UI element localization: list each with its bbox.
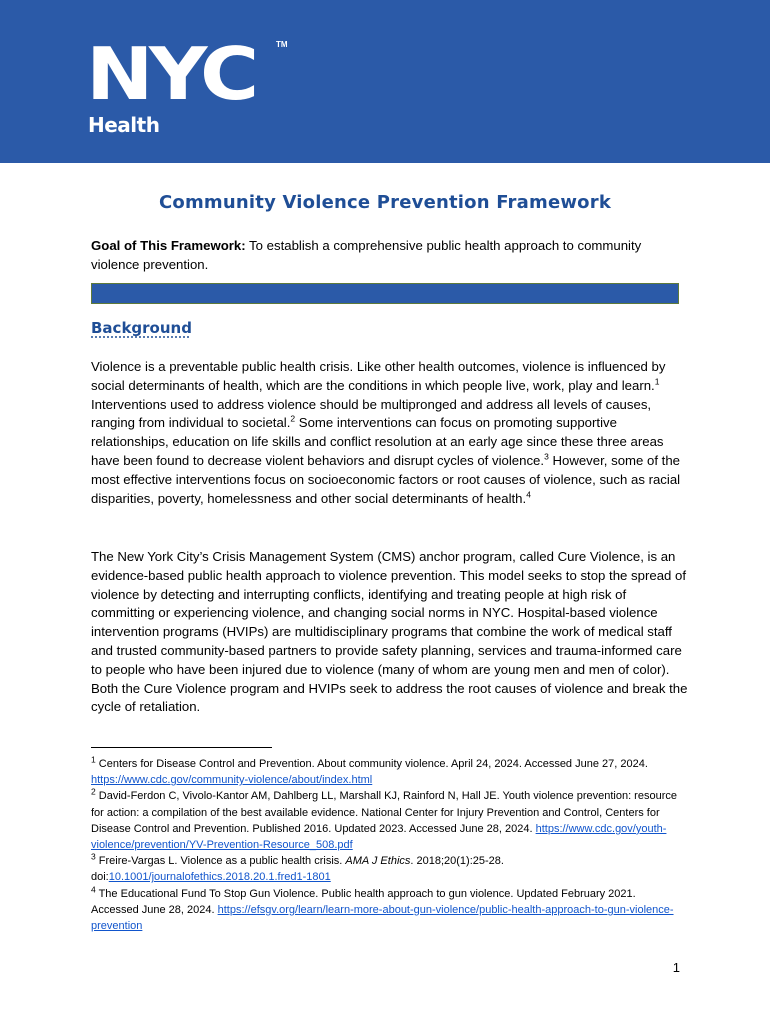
footnote-text: David-Ferdon C, Vivolo-Kantor AM, Dahlberg LL, Marshall KJ, Rainford N, Hall JE. Youth violence prevention: resource for action: a compilation of the best available evidence. National Center for Injury Prevention and Control, Centers for Disease Control and Prevention. Published 2016. Updated 2023. Accessed June 28, 2024.: [91, 790, 677, 835]
footnote-ref[interactable]: 3: [544, 451, 549, 462]
logo-nyc-wordmark: NYC: [86, 32, 255, 116]
footnote-number: 1: [91, 754, 96, 765]
paragraph-text: Some interventions can focus on promoting supportive relationships, education on life skills and conflict resolution at an early age since these three areas have been found to decrease violent behaviors and disrupt cycles of violence.: [91, 415, 664, 468]
goal-statement: [91, 236, 681, 274]
section-divider-bar: [91, 283, 679, 304]
footnote-ref[interactable]: 4: [526, 489, 531, 500]
footnote-number: 4: [91, 883, 96, 894]
background-paragraph-1: [91, 358, 691, 508]
footnote-3: [91, 853, 681, 885]
footnote-text: Freire-Vargas L. Violence as a public health crisis.: [95, 855, 346, 868]
goal-label: Goal of This Framework:: [91, 238, 246, 253]
paragraph-text: Interventions used to address violence should be multipronged and address all levels of causes, ranging from individual to societal.: [91, 396, 652, 431]
paragraph-text: Violence is a preventable public health crisis. Like other health outcomes, violence is influenced by social determinants of health, which are the conditions in which people live, work, play and learn.: [91, 359, 666, 393]
footnote-link[interactable]: https://www.cdc.gov/community-violence/about/index.html: [91, 774, 373, 787]
footnote-link[interactable]: https://efsgv.org/learn/learn-more-about-gun-violence/public-health-approach-to-gun-violence-prevention: [91, 903, 674, 933]
section-heading-background: Background: [91, 319, 192, 337]
footnote-separator: [91, 747, 272, 748]
footnote-journal: AMA J Ethics: [345, 855, 411, 868]
footnote-4: [91, 883, 681, 935]
footnote-link[interactable]: 10.1001/journalofethics.2018.20.1.fred1-1801: [108, 871, 331, 884]
footnote-ref[interactable]: 1: [654, 376, 660, 387]
footnote-number: 2: [91, 786, 96, 797]
footnote-1: [91, 756, 681, 788]
footnote-number: 3: [91, 851, 96, 862]
footnote-text: Centers for Disease Control and Prevention. About community violence. April 24, 2024. Accessed June 27, 2024.: [95, 758, 648, 770]
page-number: 1: [672, 960, 680, 975]
footnote-text: . 2018;20(1):25-28. doi:: [91, 855, 504, 884]
document-title: Community Violence Prevention Framework: [158, 192, 611, 213]
footnote-link[interactable]: https://www.cdc.gov/youth-violence/prevention/YV-Prevention-Resource_508.pdf: [91, 822, 667, 852]
header-banner: [0, 0, 770, 163]
logo-trademark: TM: [276, 40, 288, 49]
background-paragraph-2: The New York City’s Crisis Management System (CMS) anchor program, called Cure Violence, is an evidence-based public health approach to violence prevention. This model seeks to stop the spread of violence by detecting and interrupting conflicts, identifying and treating people at high risk of committing or experiencing violence, and changing social norms in NYC. Hospital-based violence intervention programs (HVIPs) are multidisciplinary programs that combine the work of medical staff and trusted community-based partners to provide safety planning, services and trauma-informed care to people who have been injured due to violence (many of whom are young men and men of color). Both the Cure Violence program and HVIPs seek to address the root causes of violence and break the cycle of retaliation.: [91, 549, 688, 715]
footnote-text: The Educational Fund To Stop Gun Violence. Public health approach to gun violence. Updated February 2021. Accessed June 28, 2024.: [91, 887, 636, 916]
footnote-2: [91, 788, 681, 853]
goal-text: To establish a comprehensive public health approach to community violence prevention.: [91, 238, 642, 272]
paragraph-text: However, some of the most effective interventions focus on socioeconomic factors or root causes of violence, such as racial disparities, poverty, homelessness and other social determinants of health.: [91, 452, 681, 506]
footnote-ref[interactable]: 2: [290, 414, 296, 424]
footnotes: [91, 756, 681, 934]
logo-health-wordmark: Health: [88, 113, 160, 137]
nyc-health-logo: [86, 32, 296, 138]
